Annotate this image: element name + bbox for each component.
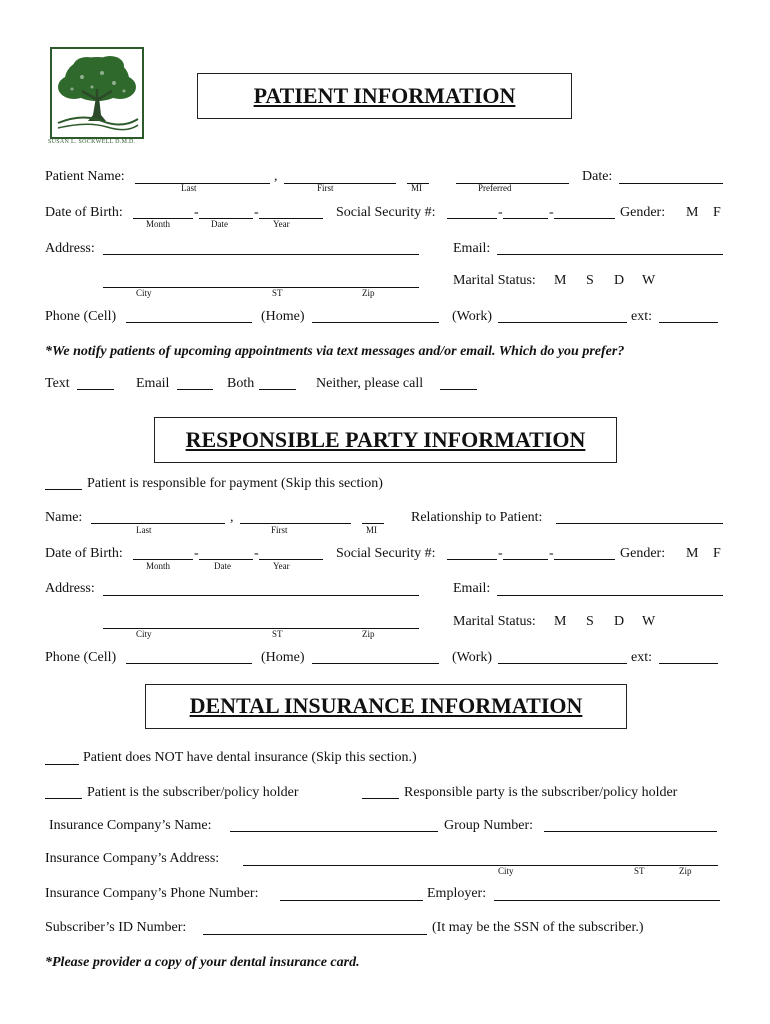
relationship-field[interactable]	[556, 523, 723, 524]
pref-email-label: Email	[136, 376, 170, 391]
phone-work-field[interactable]	[498, 322, 627, 323]
rp-phone-home-field[interactable]	[312, 663, 439, 664]
sub-label-st: ST	[634, 866, 645, 876]
sub-label-last: Last	[136, 525, 152, 535]
marital-option-m[interactable]: M	[554, 273, 567, 288]
ext-field[interactable]	[659, 322, 718, 323]
sub-label-month: Month	[146, 561, 171, 571]
comma: ,	[230, 510, 234, 525]
sub-label-date: Date	[214, 561, 231, 571]
phone-cell-label: Phone (Cell)	[45, 309, 117, 324]
patient-name-label: Patient Name:	[45, 169, 125, 184]
ssn-part1-field[interactable]	[447, 218, 497, 219]
relationship-label: Relationship to Patient:	[411, 510, 543, 525]
sub-label-zip: Zip	[679, 866, 692, 876]
rp-ssn-part1-field[interactable]	[447, 559, 497, 560]
phone-home-field[interactable]	[312, 322, 439, 323]
sub-label-last: Last	[181, 183, 197, 193]
responsible-subscriber-label: Responsible party is the subscriber/policy holder	[404, 785, 678, 800]
rp-name-label: Name:	[45, 510, 83, 525]
sub-label-mi: MI	[366, 525, 377, 535]
rp-dob-year-field[interactable]	[259, 559, 323, 560]
dash: -	[498, 205, 503, 220]
sub-label-year: Year	[273, 561, 290, 571]
sub-label-st: ST	[272, 629, 283, 639]
marital-option-d[interactable]: D	[614, 273, 625, 288]
rp-address-street-field[interactable]	[103, 595, 419, 596]
sub-label-first: First	[317, 183, 334, 193]
sub-label-year: Year	[273, 219, 290, 229]
employer-label: Employer:	[427, 886, 487, 901]
insurance-card-note: *Please provider a copy of your dental insurance card.	[45, 955, 360, 970]
rp-dob-label: Date of Birth:	[45, 546, 123, 561]
rp-address-label: Address:	[45, 581, 95, 596]
rp-marital-option-s[interactable]: S	[586, 614, 594, 629]
rp-ssn-part3-field[interactable]	[554, 559, 615, 560]
rp-email-label: Email:	[453, 581, 491, 596]
marital-option-s[interactable]: S	[586, 273, 594, 288]
responsible-skip-label: Patient is responsible for payment (Skip this section)	[87, 476, 383, 491]
rp-dob-month-field[interactable]	[133, 559, 193, 560]
group-number-label: Group Number:	[444, 818, 534, 833]
practice-logo	[50, 47, 144, 139]
no-insurance-field[interactable]	[45, 764, 79, 765]
ext-label: ext:	[631, 309, 652, 324]
company-address-field[interactable]	[243, 865, 718, 866]
pref-both-field[interactable]	[259, 389, 296, 390]
ssn-part2-field[interactable]	[503, 218, 548, 219]
company-phone-field[interactable]	[280, 900, 423, 901]
insurance-section-title: DENTAL INSURANCE INFORMATION	[189, 693, 583, 718]
group-number-field[interactable]	[544, 831, 717, 832]
email-field[interactable]	[497, 254, 723, 255]
responsible-subscriber-field[interactable]	[362, 798, 399, 799]
pref-neither-field[interactable]	[440, 389, 477, 390]
company-phone-label: Insurance Company’s Phone Number:	[45, 886, 259, 901]
ssn-part3-field[interactable]	[554, 218, 615, 219]
responsible-skip-field[interactable]	[45, 489, 82, 490]
patient-subscriber-label: Patient is the subscriber/policy holder	[87, 785, 299, 800]
dob-label: Date of Birth:	[45, 205, 123, 220]
rp-marital-option-d[interactable]: D	[614, 614, 625, 629]
sub-label-zip: Zip	[362, 629, 375, 639]
rp-first-name-field[interactable]	[240, 523, 351, 524]
sub-label-city: City	[498, 866, 514, 876]
rp-phone-cell-label: Phone (Cell)	[45, 650, 117, 665]
sub-label-city: City	[136, 629, 152, 639]
rp-phone-work-field[interactable]	[498, 663, 627, 664]
ssn-note: (It may be the SSN of the subscriber.)	[432, 920, 644, 935]
patient-section-title: PATIENT INFORMATION	[253, 83, 516, 108]
gender-option-f[interactable]: F	[713, 205, 721, 220]
rp-gender-option-f[interactable]: F	[713, 546, 721, 561]
subscriber-id-field[interactable]	[203, 934, 427, 935]
rp-gender-label: Gender:	[620, 546, 666, 561]
rp-phone-home-label: (Home)	[261, 650, 305, 665]
pref-both-label: Both	[227, 376, 255, 391]
marital-status-label: Marital Status:	[453, 273, 536, 288]
dash: -	[549, 205, 554, 220]
rp-ssn-part2-field[interactable]	[503, 559, 548, 560]
responsible-section-title: RESPONSIBLE PARTY INFORMATION	[185, 427, 586, 452]
email-label: Email:	[453, 241, 491, 256]
date-label: Date:	[582, 169, 613, 184]
sub-label-preferred: Preferred	[478, 183, 512, 193]
pref-text-field[interactable]	[77, 389, 114, 390]
rp-ext-label: ext:	[631, 650, 652, 665]
phone-work-label: (Work)	[452, 309, 493, 324]
phone-cell-field[interactable]	[126, 322, 252, 323]
rp-marital-option-w[interactable]: W	[642, 614, 656, 629]
sub-label-mi: MI	[411, 183, 422, 193]
comma: ,	[274, 169, 278, 184]
oak-tree-logo-icon	[52, 49, 142, 137]
date-field[interactable]	[619, 183, 723, 184]
rp-gender-option-m[interactable]: M	[686, 546, 699, 561]
gender-label: Gender:	[620, 205, 666, 220]
employer-field[interactable]	[494, 900, 720, 901]
rp-dob-date-field[interactable]	[199, 559, 253, 560]
sub-label-zip: Zip	[362, 288, 375, 298]
subscriber-id-label: Subscriber’s ID Number:	[45, 920, 187, 935]
rp-phone-cell-field[interactable]	[126, 663, 252, 664]
company-name-label: Insurance Company’s Name:	[49, 818, 212, 833]
sub-label-date: Date	[211, 219, 228, 229]
insurance-section-title-box	[145, 684, 627, 729]
dash: -	[254, 205, 259, 220]
rp-marital-option-m[interactable]: M	[554, 614, 567, 629]
rp-email-field[interactable]	[497, 595, 723, 596]
dash: -	[549, 546, 554, 561]
gender-option-m[interactable]: M	[686, 205, 699, 220]
sub-label-st: ST	[272, 288, 283, 298]
dash: -	[194, 205, 199, 220]
rp-phone-work-label: (Work)	[452, 650, 493, 665]
notify-preference-question: *We notify patients of upcoming appointments via text messages and/or email. Which do you prefer?	[45, 344, 625, 359]
pref-email-field[interactable]	[177, 389, 213, 390]
dash: -	[194, 546, 199, 561]
pref-neither-label: Neither, please call	[316, 376, 424, 391]
patient-subscriber-field[interactable]	[45, 798, 82, 799]
patient-section-title-box	[197, 73, 572, 119]
sub-label-city: City	[136, 288, 152, 298]
sub-label-first: First	[271, 525, 288, 535]
rp-ext-field[interactable]	[659, 663, 718, 664]
ssn-label: Social Security #:	[336, 205, 436, 220]
no-insurance-label: Patient does NOT have dental insurance (Skip this section.)	[83, 750, 417, 765]
dob-year-field[interactable]	[259, 218, 323, 219]
pref-text-label: Text	[45, 376, 70, 391]
company-name-field[interactable]	[230, 831, 438, 832]
sub-label-month: Month	[146, 219, 171, 229]
rp-last-name-field[interactable]	[91, 523, 225, 524]
address-street-field[interactable]	[103, 254, 419, 255]
logo-caption: SUSAN L. SOCKWELL D.M.D.	[48, 139, 136, 145]
rp-marital-status-label: Marital Status:	[453, 614, 536, 629]
patient-preferred-name-field[interactable]	[456, 183, 569, 184]
patient-last-name-field[interactable]	[135, 183, 270, 184]
dash: -	[498, 546, 503, 561]
address-label: Address:	[45, 241, 95, 256]
phone-home-label: (Home)	[261, 309, 305, 324]
marital-option-w[interactable]: W	[642, 273, 656, 288]
dash: -	[254, 546, 259, 561]
company-address-label: Insurance Company’s Address:	[45, 851, 220, 866]
rp-ssn-label: Social Security #:	[336, 546, 436, 561]
patient-first-name-field[interactable]	[284, 183, 396, 184]
rp-mi-field[interactable]	[362, 523, 384, 524]
responsible-section-title-box	[154, 417, 617, 463]
